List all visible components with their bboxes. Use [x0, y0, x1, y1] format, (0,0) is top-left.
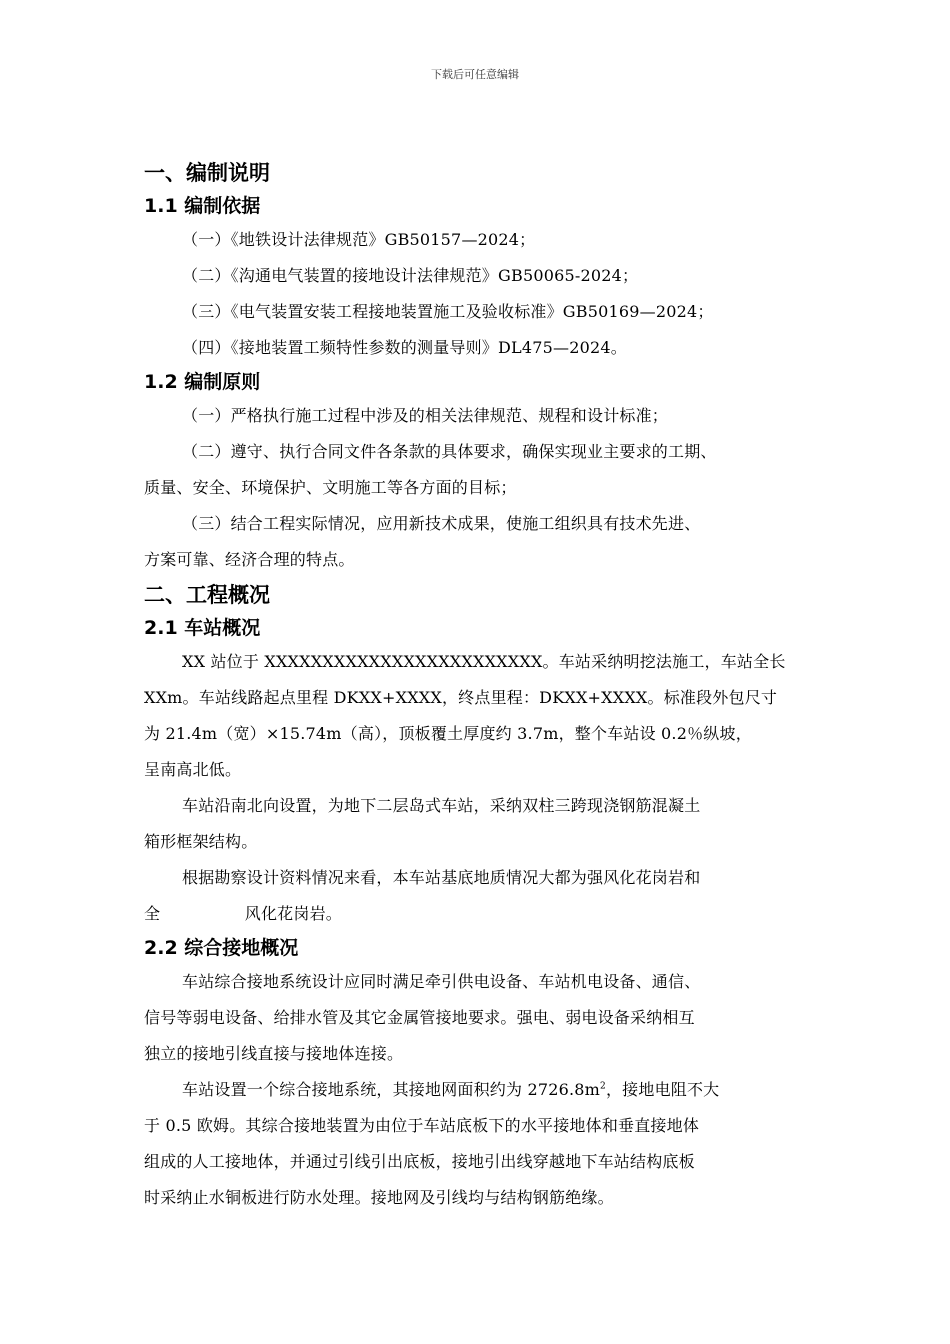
grounding-line: 组成的人工接地体，并通过引线引出底板，接地引出线穿越地下车站结构底板 — [144, 1152, 695, 1171]
station-line: 全 风化花岗岩。 — [144, 904, 342, 923]
basis-item: （四）《接地装置工频特性参数的测量导则》DL475—2024。 — [182, 338, 627, 357]
grounding-line: 独立的接地引线直接与接地体连接。 — [144, 1044, 404, 1063]
principle-line: （二）遵守、执行合同文件各条款的具体要求，确保实现业主要求的工期、 — [182, 442, 717, 461]
document-body — [144, 156, 824, 1216]
section-title-1-2: 1.2 编制原则 — [144, 371, 261, 393]
principle-line: （三）结合工程实际情况，应用新技术成果，使施工组织具有技术先进、 — [182, 514, 701, 533]
basis-item: （二）《沟通电气装置的接地设计法律规范》GB50065-2024； — [182, 266, 639, 285]
section-title-1: 一、编制说明 — [144, 161, 270, 185]
station-line: 根据勘察设计资料情况来看，本车站基底地质情况大都为强风化花岗岩和 — [182, 868, 701, 887]
section-title-1-1: 1.1 编制依据 — [144, 195, 261, 217]
section-title-2: 二、工程概况 — [144, 583, 270, 607]
station-line: 车站沿南北向设置，为地下二层岛式车站，采纳双柱三跨现浇钢筋混凝土 — [182, 796, 701, 815]
header-note: 下载后可任意编辑 — [431, 68, 519, 81]
superscript-2: 2 — [600, 1081, 606, 1092]
grounding-line: 于 0.5 欧姆。其综合接地装置为由位于车站底板下的水平接地体和垂直接地体 — [144, 1116, 700, 1135]
station-line: 为 21.4m（宽）×15.74m（高），顶板覆土厚度约 3.7m，整个车站设 0.2％纵坡， — [144, 724, 752, 743]
basis-item: （一）《地铁设计法律规范》GB50157—2024； — [182, 230, 536, 249]
principle-line: （一）严格执行施工过程中涉及的相关法律规范、规程和设计标准； — [182, 406, 669, 425]
grounding-line: 时采纳止水铜板进行防水处理。接地网及引线均与结构钢筋绝缘。 — [144, 1188, 614, 1207]
grounding-line: 车站综合接地系统设计应同时满足牵引供电设备、车站机电设备、通信、 — [182, 972, 701, 991]
station-line: 呈南高北低。 — [144, 760, 242, 779]
grounding-line — [144, 1072, 824, 1108]
station-line: XX 站位于 XXXXXXXXXXXXXXXXXXXXXXXX。车站采纳明挖法施工，车站全长 — [182, 652, 786, 671]
principle-line: 方案可靠、经济合理的特点。 — [144, 550, 355, 569]
section-title-2-1: 2.1 车站概况 — [144, 617, 261, 639]
principle-line: 质量、安全、环境保护、文明施工等各方面的目标； — [144, 478, 517, 497]
grounding-area-text: 车站设置一个综合接地系统，其接地网面积约为 2726.8m — [182, 1080, 601, 1099]
grounding-area-tail: ，接地电阻不大 — [605, 1080, 720, 1099]
grounding-line: 信号等弱电设备、给排水管及其它金属管接地要求。强电、弱电设备采纳相互 — [144, 1008, 695, 1027]
station-line: 箱形框架结构。 — [144, 832, 258, 851]
section-title-2-2: 2.2 综合接地概况 — [144, 937, 299, 959]
station-line: XXm。车站线路起点里程 DKXX+XXXX，终点里程：DKXX+XXXX。标准段外包尺寸 — [144, 688, 778, 707]
basis-item: （三）《电气装置安装工程接地装置施工及验收标准》GB50169—2024； — [182, 302, 714, 321]
